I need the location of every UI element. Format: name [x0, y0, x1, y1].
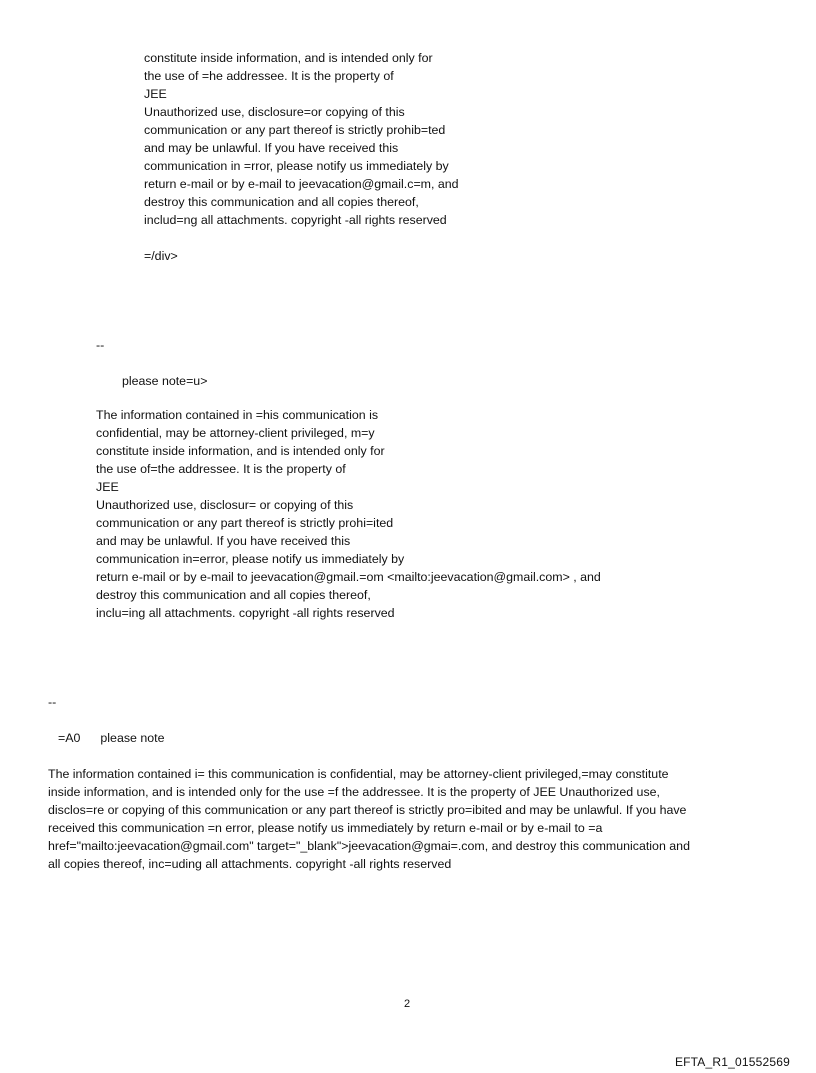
text-line: JEE [96, 480, 119, 494]
text-line: JEE [144, 87, 167, 101]
text-line: href="mailto:jeevacation@gmail.com" target="_blank">jeevacation@gmai=.com, and destroy this communication and [48, 839, 690, 853]
text-line: disclos=re or copying of this communication or any part thereof is strictly pro=ibited and may be unlawful. If you have [48, 803, 687, 817]
page-number: 2 [404, 998, 411, 1010]
encoded-prefix: =A0 [58, 731, 81, 745]
text-line: received this communication =n error, please notify us immediately by return e-mail or by e-mail to =a [48, 821, 603, 835]
note-heading [58, 729, 164, 747]
note-text: please note [100, 731, 165, 745]
text-line: communication or any part thereof is strictly prohi=ited [96, 516, 394, 530]
disclaimer-block-3 [48, 765, 768, 873]
text-line: The information contained i= this communication is confidential, may be attorney-client privileged,=may constitute [48, 767, 669, 781]
text-line: includ=ng all attachments. copyright -all rights reserved [144, 213, 447, 227]
text-line: return e-mail or by e-mail to jeevacation@gmail.=om <mailto:jeevacation@gmail.com> , and [96, 570, 601, 584]
text-line: constitute inside information, and is intended only for [96, 444, 385, 458]
text-line: communication in=error, please notify us immediately by [96, 552, 405, 566]
text-line: all copies thereof, inc=uding all attachments. copyright -all rights reserved [48, 857, 452, 871]
signature-separator: -- [48, 695, 57, 709]
text-line: destroy this communication and all copies thereof, [144, 195, 419, 209]
text-line: destroy this communication and all copies thereof, [96, 588, 371, 602]
text-line: inclu=ing all attachments. copyright -all rights reserved [96, 606, 395, 620]
text-line: confidential, may be attorney-client privileged, m=y [96, 426, 375, 440]
text-line: return e-mail or by e-mail to jeevacation@gmail.c=m, and [144, 177, 459, 191]
text-line: communication or any part thereof is strictly prohib=ted [144, 123, 446, 137]
text-line [144, 229, 459, 247]
note-heading: please note=u> [122, 374, 208, 388]
text-line: the use of=the addressee. It is the property of [96, 462, 346, 476]
text-line: =/div> [144, 249, 178, 263]
text-line: and may be unlawful. If you have received this [96, 534, 351, 548]
text-line: constitute inside information, and is intended only for [144, 51, 433, 65]
text-line: The information contained in =his communication is [96, 408, 379, 422]
document-id: EFTA_R1_01552569 [674, 1055, 790, 1069]
disclaimer-block-2 [96, 406, 601, 622]
text-line: inside information, and is intended only for the use =f the addressee. It is the property of JEE Unauthorized use, [48, 785, 660, 799]
text-line: and may be unlawful. If you have received this [144, 141, 399, 155]
text-line: communication in =rror, please notify us immediately by [144, 159, 449, 173]
signature-separator: -- [96, 338, 105, 352]
text-line: Unauthorized use, disclosure=or copying of this [144, 105, 405, 119]
text-line: Unauthorized use, disclosur= or copying of this [96, 498, 354, 512]
disclaimer-block-1 [144, 49, 459, 265]
text-line: the use of =he addressee. It is the property of [144, 69, 394, 83]
